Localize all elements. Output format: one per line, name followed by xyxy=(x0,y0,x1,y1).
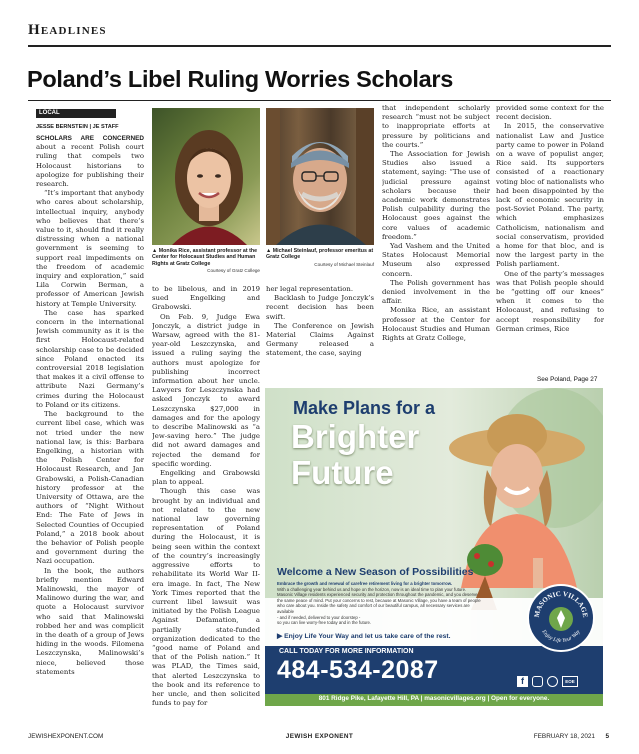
article-column-3 xyxy=(266,285,374,385)
masonic-village-ad[interactable] xyxy=(265,388,603,706)
paragraph: that independent scholarly research “must not be subject to inappropriate efforts at pressure by politicians and the courts.” xyxy=(382,104,490,149)
ad-body xyxy=(277,581,483,626)
ad-bullet-2: so you can live worry-free today and in the future. xyxy=(277,620,372,626)
headline: Poland’s Libel Ruling Worries Scholars xyxy=(27,66,454,92)
continued-label: See Poland, Page 27 xyxy=(537,376,598,383)
social-icons xyxy=(517,676,578,687)
wheelchair-accessibility-icon xyxy=(547,676,558,687)
ad-subhead-text: Welcome a New Season of Possibilities xyxy=(277,566,474,578)
equal-opportunity-icon: EOE xyxy=(562,676,578,687)
ad-headline-line-1: Make Plans for a xyxy=(293,398,436,418)
instagram-icon[interactable] xyxy=(532,676,543,687)
paragraph: to be libelous, and in 2019 sued Engelking and Grabowski. xyxy=(152,285,260,312)
photo-2-caption: ▲ Michael Steinlauf, professor emeritus at Gratz College xyxy=(266,248,374,261)
footer-date: FEBRUARY 18, 2021 xyxy=(533,733,595,740)
paragraph: provided some context for the recent decision. xyxy=(496,104,604,122)
ad-intro: Embrace the growth and renewal of carefree retirement living for a brighter tomorrow. xyxy=(277,581,453,586)
monika-rice-photo xyxy=(152,108,260,245)
paragraph: The background to the current libel case, which was not tried under the new national law, is this: Barbara Engelking, a historian with the Polish Center for Holocaust Research, and Jan Grabowski, a Polish-Canadian history professor at the University of Ottawa, are the authors of “Night Without End: The Fate of Jews in Selected Counties of Occupied Poland,” a 2018 book about the behavior of Polish people and government during the Nazi occupation. xyxy=(36,410,144,566)
paragraph: The Conference on Jewish Material Claims Against Germany released a statement, the case, saying xyxy=(266,321,374,358)
ad-headline-line-2: Brighter xyxy=(291,418,420,455)
paragraph: her legal representation. xyxy=(266,285,354,293)
article-column-1 xyxy=(36,134,144,729)
seal-graphic xyxy=(529,586,593,650)
photo-1-caption: ▲ Monika Rice, assistant professor at the Center for Holocaust Studies and Human Rights at Gratz College xyxy=(152,248,258,267)
paragraph: One of the party’s messages was that Polish people should be “getting off our knees” when it comes to the Holocaust, and refusing to accept responsibility for German crimes, Rice xyxy=(496,269,604,333)
footer-publication: JEWISH EXPONENT xyxy=(285,733,354,740)
paragraph: “It’s important that anybody who cares about scholarship, intellectual inquiry, anybody who believes that there’s value to it, should find it really distressing when a national government is seeming to support real impediments on the freedom of academic inquiry and exploration,” said Lila Corwin Berman, a professor of American Jewish history at Temple University. xyxy=(36,189,144,308)
ad-address-bar[interactable]: 801 Ridge Pike, Lafayette Hill, PA | masonicvillages.org | Open for everyone. xyxy=(318,695,550,702)
play-icon: ▶ xyxy=(277,633,283,640)
continued-link[interactable] xyxy=(537,376,597,383)
ad-headline-line-3: Future xyxy=(291,454,394,491)
ad-enjoy-line xyxy=(277,632,451,640)
byline: JESSE BERNSTEIN | JE STAFF xyxy=(36,124,119,130)
lede-paragraph: SCHOLARS ARE CONCERNED about a recent Polish court ruling that compels two Holocaust historians to apologize for publishing their research. xyxy=(36,135,144,189)
paragraph: Engelking and Grabowski plan to appeal. xyxy=(152,469,260,487)
article-column-5 xyxy=(496,104,604,372)
ad-phone-number[interactable]: 484-534-2087 xyxy=(277,656,439,684)
headline-rule xyxy=(28,100,611,101)
portrait-illustration xyxy=(266,108,374,245)
portrait-illustration xyxy=(152,108,260,245)
paragraph: The case has sparked concern in the international Jewish community as it is the first Holocaust-related scholarship case to be decided since Poland enacted its controversial 2018 legislation that makes it a civil offense to attribute Nazi Germany’s crimes during the Holocaust to Poland or its citizens. xyxy=(36,308,144,409)
ad-bullet-1: - and if needed, delivered to your doorstep - xyxy=(277,614,361,620)
footer-website: JEWISHEXPONENT.COM xyxy=(28,733,104,740)
facebook-icon[interactable]: f xyxy=(517,676,528,687)
ad-subhead xyxy=(277,566,473,578)
seal-top-text: MASONIC VILLAGE xyxy=(532,589,590,618)
section-tag: LOCAL xyxy=(36,109,116,118)
ad-call-label: CALL TODAY FOR MORE INFORMATION xyxy=(279,648,414,655)
paragraph: On Feb. 9, Judge Ewa Jonczyk, a district judge in Warsaw, agreed with the 81-year-old Leszczynska, and issued a ruling saying the authors must apologize for publishing incorrect information about her uncle. Lawyers for Leszczynska had asked Jonczyk to award Leszczynska $27,000 in damages and for the apology to describe Malinowski as “a Jew-saving hero.” The judge did not award damages and rejected the demand for specific wording. xyxy=(152,312,260,468)
seal-bottom-text: Enjoy Life Your Way xyxy=(540,629,582,645)
article-column-2 xyxy=(152,285,260,729)
paragraph: Though this case was brought by an individual and not related to the new national law governing representation of Poland during the Holocaust, it is being seen within the context of the country’s increasingly aggressive efforts to rehabilitate its World War II-era image. In fact, The New York Times reported that the current libel lawsuit was initiated by the Polish League Against Defamation, a partially state-funded organization dedicated to the “good name of Poland and that of the Polish nation.” It was PLAD, the Times said, that alerted Leszczynska to the book and its reference to her uncle, and then solicited funds to pay for xyxy=(152,487,260,708)
footer-page-number: 5 xyxy=(605,733,609,740)
photo-1-credit: Courtesy of Gratz College xyxy=(207,268,260,273)
photo-2-credit: Courtesy of Michael Steinlauf xyxy=(314,262,374,267)
masonic-village-seal xyxy=(527,584,595,652)
ad-body-text: With a challenging year behind us and hope on the horizon, now is an ideal time to plan your future. Masonic Village residents experienced security and protection throughout the pandemic, and you deserve the same peace of mind. Put your concerns to rest, because at Masonic Village, you have a team of people who care about you. Inside the safety and comfort of our beautiful campus, all necessary services are available xyxy=(277,586,481,614)
paragraph: The Polish government has denied involvement in the affair. xyxy=(382,278,490,306)
paragraph: Monika Rice, an assistant professor at the Center for Holocaust Studies and Human Rights at Gratz College, xyxy=(382,306,490,343)
paragraph: The Association for Jewish Studies also issued a statement, saying: “The use of judicial pressure against scholars because their academic work demonstrates Polish culpability during the Holocaust goes against the core values of academic freedom.” xyxy=(382,150,490,241)
paragraph: In 2015, the conservative nationalist Law and Justice party came to power in Poland on a wave of populist anger, Rice said. Its supporters consisted of a reactionary voting bloc of nationalists who had been disappointed by the lack of economic security in post-Soviet Poland. The party, which emphasizes Catholicism, nationalism and social conservatism, provided a home for that bloc, and is now the largest party in the Polish parliament. xyxy=(496,122,604,269)
paragraph: In the book, the authors briefly mention Edward Malinowski, the mayor of Malinowo during the war, and quote a Holocaust survivor who said that Malinowski robbed her and was complicit in the death of a group of Jews hiding in the woods. Filomena Leszczynska, Malinowski’s niece, believed those statements xyxy=(36,566,144,676)
paragraph: Yad Vashem and the United States Holocaust Memorial Museum also expressed concern. xyxy=(382,242,490,278)
lede-kicker: SCHOLARS ARE CONCERNED xyxy=(36,135,144,142)
article-column-4 xyxy=(382,104,490,386)
paragraph: Backlash to Judge Jonczyk’s recent decision has been swift. xyxy=(266,294,374,321)
ad-enjoy-text: Enjoy Life Your Way and let us take care of the rest. xyxy=(284,633,451,640)
top-rule xyxy=(28,45,611,47)
section-label: Headlines xyxy=(28,22,107,38)
michael-steinlauf-photo xyxy=(266,108,374,245)
